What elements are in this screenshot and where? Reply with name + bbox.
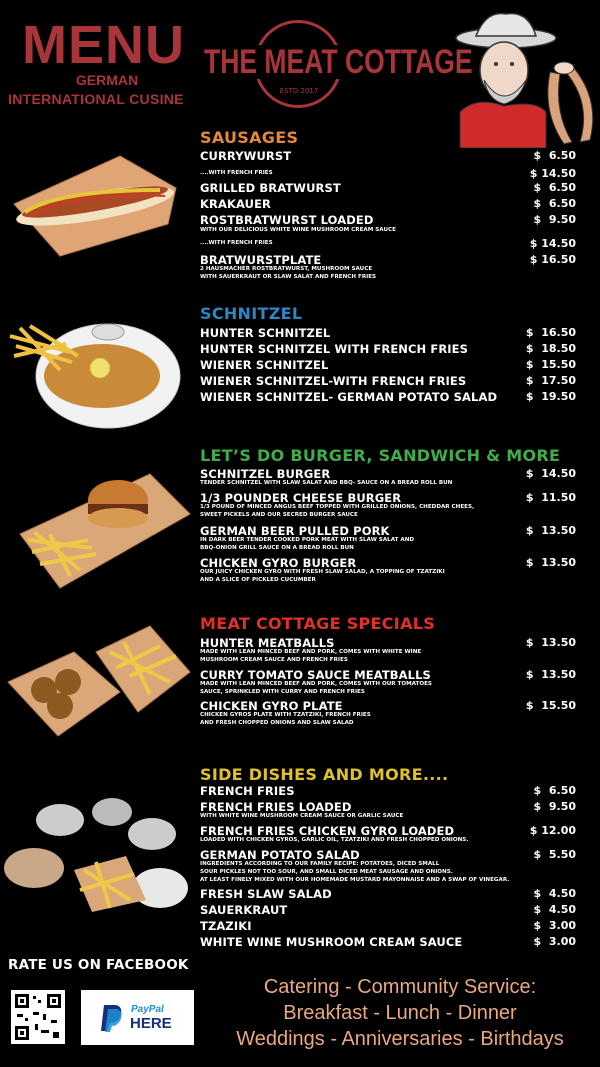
section-title-sausages: SAUSAGES bbox=[200, 128, 299, 147]
menu-item bbox=[200, 699, 576, 726]
footer-catering-line: Catering - Community Service: bbox=[263, 976, 537, 998]
menu-item bbox=[200, 390, 576, 404]
item-price: $ 6.50 bbox=[533, 181, 576, 194]
menu-item bbox=[200, 374, 576, 388]
qr-code-icon[interactable] bbox=[11, 990, 65, 1044]
item-price: $ 6.50 bbox=[533, 197, 576, 210]
menu-title: MENU bbox=[22, 15, 185, 75]
item-description: CHICKEN GYROS PLATE WITH TZATZIKI, FRENCH FRIES bbox=[200, 712, 371, 718]
menu-item bbox=[200, 326, 576, 340]
item-price: $ 3.00 bbox=[533, 919, 576, 932]
menu-item bbox=[200, 887, 576, 901]
item-price: $ 16.50 bbox=[525, 326, 576, 339]
item-price: $ 18.50 bbox=[525, 342, 576, 355]
item-description: WITH WHITE WINE MUSHROOM CREAM SAUCE OR GARLIC SAUCE bbox=[200, 813, 404, 819]
item-price: $ 12.00 bbox=[529, 824, 576, 837]
menu-item bbox=[200, 253, 576, 280]
item-description: 2 HAUSMACHER ROSTBRATWURST, MUSHROOM SAUCE bbox=[200, 266, 373, 272]
menu-item bbox=[200, 467, 576, 486]
item-price: $ 17.50 bbox=[525, 374, 576, 387]
item-description: INGREDIENTS ACCORDING TO OUR FAMILY RECIPE: POTATOES, DICED SMALL bbox=[200, 861, 440, 867]
item-description: IN DARK BEER TENDER COOKED PORK MEAT WITH SLAW SALAT AND bbox=[200, 537, 415, 543]
item-description: 1/3 POUND OF MINCED ANGUS BEEF TOPPED WITH GRILLED ONIONS, CHEDDAR CHEES, bbox=[200, 504, 475, 510]
menu-item bbox=[200, 824, 576, 843]
item-price: $ 15.50 bbox=[525, 699, 576, 712]
menu-item bbox=[200, 167, 576, 181]
item-description: SOUR PICKLES NOT TOO SOUR, AND SMALL DICED MEAT SAUSAGE AND ONIONS. bbox=[200, 869, 453, 875]
item-name: GERMAN POTATO SALAD bbox=[200, 848, 360, 862]
menu-header bbox=[0, 0, 600, 130]
item-name: KRAKAUER bbox=[200, 197, 271, 211]
item-price: $ 4.50 bbox=[533, 887, 576, 900]
item-name: CURRY TOMATO SAUCE MEATBALLS bbox=[200, 668, 431, 682]
paypal-word: PayPal bbox=[131, 1004, 164, 1015]
menu-item bbox=[200, 524, 576, 551]
item-price: $ 4.50 bbox=[533, 903, 576, 916]
item-description: OUR JUICY CHICKEN GYRO WITH FRESH SLAW SALAD, A TOPPING OF TZATZIKI bbox=[200, 569, 445, 575]
menu-item bbox=[200, 358, 576, 372]
item-name: TZAZIKI bbox=[200, 919, 252, 933]
item-name: WIENER SCHNITZEL-WITH FRENCH FRIES bbox=[200, 374, 467, 388]
item-price: $ 9.50 bbox=[533, 213, 576, 226]
item-name: CURRYWURST bbox=[200, 149, 292, 163]
item-name: SAUERKRAUT bbox=[200, 903, 288, 917]
item-name: GERMAN BEER PULLED PORK bbox=[200, 524, 390, 538]
menu-subtitle-line2: INTERNATIONAL CUSINE bbox=[8, 91, 184, 107]
menu-item bbox=[200, 556, 576, 583]
menu-item bbox=[200, 237, 576, 251]
item-price: $ 11.50 bbox=[525, 491, 576, 504]
item-name: WIENER SCHNITZEL- GERMAN POTATO SALAD bbox=[200, 390, 498, 404]
item-name: FRENCH FRIES LOADED bbox=[200, 800, 352, 814]
menu-item bbox=[200, 848, 576, 883]
item-price: $ 13.50 bbox=[525, 636, 576, 649]
brand-logo-text: THE MEAT COTTAGE bbox=[204, 43, 473, 81]
item-name: FRESH SLAW SALAD bbox=[200, 887, 332, 901]
item-price: $ 14.50 bbox=[529, 167, 576, 180]
item-description: WITH OUR DELICIOUS WHITE WINE MUSHROOM CREAM SAUCE bbox=[200, 227, 396, 233]
menu-item bbox=[200, 784, 576, 798]
item-name: FRENCH FRIES CHICKEN GYRO LOADED bbox=[200, 824, 455, 838]
menu-item bbox=[200, 149, 576, 163]
item-price: $ 16.50 bbox=[529, 253, 576, 266]
item-price: $ 6.50 bbox=[533, 149, 576, 162]
item-name: HUNTER SCHNITZEL bbox=[200, 326, 331, 340]
item-name: GRILLED BRATWURST bbox=[200, 181, 341, 195]
item-name: HUNTER SCHNITZEL WITH FRENCH FRIES bbox=[200, 342, 468, 356]
paypal-here-label: HERE bbox=[130, 1015, 172, 1032]
item-description: AND FRESH CHOPPED ONIONS AND SLAW SALAD bbox=[200, 720, 354, 726]
item-description: MUSHROOM CREAM SAUCE AND FRENCH FRIES bbox=[200, 657, 348, 663]
item-price: $ 5.50 bbox=[533, 848, 576, 861]
footer-events-line: Weddings - Anniversaries - Birthdays bbox=[236, 1028, 564, 1050]
item-name: CHICKEN GYRO BURGER bbox=[200, 556, 357, 570]
burger-food-photo bbox=[0, 444, 196, 604]
menu-item bbox=[200, 342, 576, 356]
item-price: $ 13.50 bbox=[525, 556, 576, 569]
side-dishes-food-photo bbox=[0, 790, 196, 920]
item-price: $ 13.50 bbox=[525, 524, 576, 537]
rate-us-label: RATE US ON FACEBOOK bbox=[8, 957, 189, 973]
menu-item bbox=[200, 197, 576, 211]
item-name: HUNTER MEATBALLS bbox=[200, 636, 335, 650]
item-description: MADE WITH LEAN MINCED BEEF AND PORK, COMES WITH OUR TOMATOES bbox=[200, 681, 432, 687]
section-title-sides: SIDE DISHES AND MORE.... bbox=[200, 765, 449, 784]
menu-subtitle-line1: GERMAN bbox=[75, 72, 139, 88]
menu-item bbox=[200, 636, 576, 663]
menu-item bbox=[200, 491, 576, 518]
item-description: AT LEAST FINELY MIXED WITH OUR HOMEMADE MUSTARD MAYONNAISE AND A SWAP OF VINEGAR. bbox=[200, 877, 510, 883]
item-price: $ 14.50 bbox=[525, 467, 576, 480]
menu-item bbox=[200, 181, 576, 195]
item-description: TENDER SCHNITZEL WITH SLAW SALAT AND BBQ- SAUCE ON A BREAD ROLL BUN bbox=[200, 480, 453, 486]
footer-meals-line: Breakfast - Lunch - Dinner bbox=[283, 1002, 517, 1024]
item-price: $ 6.50 bbox=[533, 784, 576, 797]
section-title-schnitzel: SCHNITZEL bbox=[200, 304, 303, 323]
brand-estd: ESTD 2017 bbox=[279, 87, 319, 95]
item-name: ....WITH FRENCH FRIES bbox=[200, 170, 273, 176]
item-price: $ 15.50 bbox=[525, 358, 576, 371]
menu-item bbox=[200, 919, 576, 933]
item-description: AND A SLICE OF PICKLED CUCUMBER bbox=[200, 577, 316, 583]
menu-item bbox=[200, 800, 576, 819]
item-description: BBQ-ONION GRILL SAUCE ON A BREAD ROLL BUN bbox=[200, 545, 354, 551]
item-name: ....WITH FRENCH FRIES bbox=[200, 240, 273, 246]
item-name: CHICKEN GYRO PLATE bbox=[200, 699, 343, 713]
item-name: WHITE WINE MUSHROOM CREAM SAUCE bbox=[200, 935, 463, 949]
item-price: $ 9.50 bbox=[533, 800, 576, 813]
item-name: BRATWURSTPLATE bbox=[200, 253, 322, 267]
item-price: $ 3.00 bbox=[533, 935, 576, 948]
item-price: $ 13.50 bbox=[525, 668, 576, 681]
item-price: $ 14.50 bbox=[529, 237, 576, 250]
menu-item bbox=[200, 213, 576, 233]
menu-item bbox=[200, 903, 576, 917]
specials-food-photo bbox=[0, 612, 196, 750]
section-title-burger: LET’S DO BURGER, SANDWICH & MORE bbox=[200, 446, 561, 465]
item-name: ROSTBRATWURST LOADED bbox=[200, 213, 374, 227]
item-name: SCHNITZEL BURGER bbox=[200, 467, 331, 481]
schnitzel-food-photo bbox=[0, 296, 196, 442]
item-description: SAUCE, SPRINKLED WITH CURRY AND FRENCH FRIES bbox=[200, 689, 365, 695]
item-name: 1/3 POUNDER CHEESE BURGER bbox=[200, 491, 402, 505]
item-description: WITH SAUERKRAUT OR SLAW SALAT AND FRENCH FRIES bbox=[200, 274, 377, 280]
item-name: FRENCH FRIES bbox=[200, 784, 295, 798]
item-description: SWEET PICKELS AND OUR SECRED BURGER SAUCE bbox=[200, 512, 358, 518]
paypal-logo-icon bbox=[100, 1003, 124, 1033]
item-name: WIENER SCHNITZEL bbox=[200, 358, 329, 372]
menu-item bbox=[200, 668, 576, 695]
item-description: LOADED WITH CHICKEN GYROS, GARLIC OIL, TZATZIKI AND FRESH CHOPPED ONIONS. bbox=[200, 837, 469, 843]
menu-item bbox=[200, 935, 576, 949]
section-title-specials: MEAT COTTAGE SPECIALS bbox=[200, 614, 436, 633]
cowboy-mascot-icon bbox=[446, 8, 596, 148]
item-price: $ 19.50 bbox=[525, 390, 576, 403]
item-description: MADE WITH LEAN MINCED BEEF AND PORK, COMES WITH WHITE WINE bbox=[200, 649, 422, 655]
sausages-food-photo bbox=[0, 132, 196, 290]
